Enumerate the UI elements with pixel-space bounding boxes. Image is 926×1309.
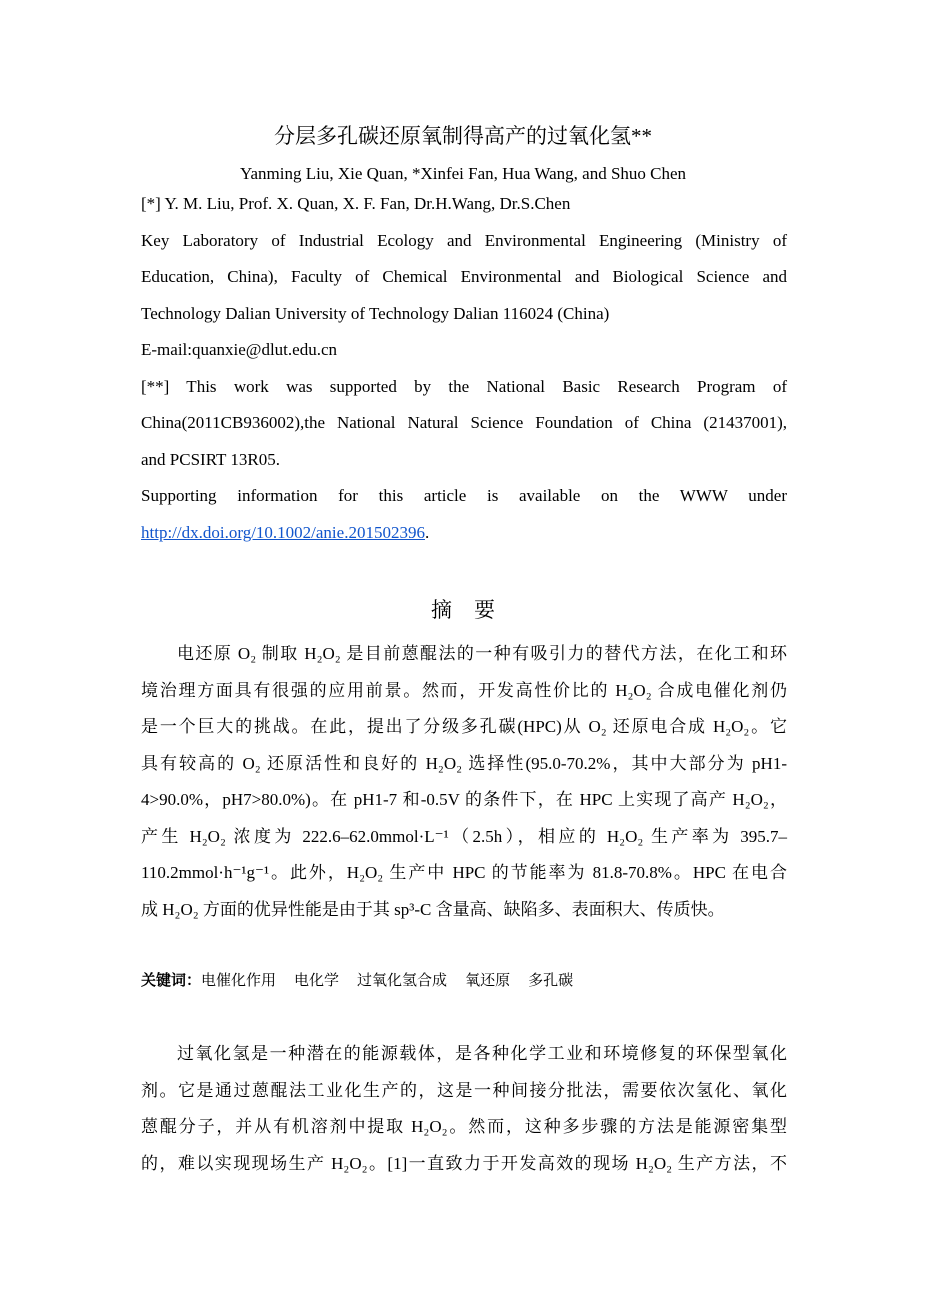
- abstract-body: [141, 641, 787, 933]
- paper-title: 分层多孔碳还原氧制得高产的过氧化氢**: [274, 124, 652, 148]
- keyword: 过氧化氢合成: [357, 971, 448, 989]
- intro-line: 的，难以实现现场生产 H₂O₂。[1]一直致力于开发高效的现场 H₂O₂ 生产方法，不: [141, 1153, 787, 1173]
- keyword: 电催化作用: [201, 971, 277, 989]
- author-list: Yanming Liu, Xie Quan, *Xinfei Fan, Hua Wang, and Shuo Chen: [239, 164, 687, 183]
- front-matter: [141, 192, 787, 557]
- intro-line: 蒽醌分子，并从有机溶剂中提取 H₂O₂。然而，这种多步骤的方法是能源密集型: [141, 1117, 787, 1136]
- funding-line: China(2011CB936002),the National Natural Science Foundation of China (21437001),: [141, 413, 787, 432]
- supporting-info-link[interactable]: http://dx.doi.org/10.1002/anie.201502396: [141, 522, 425, 542]
- supporting-info-line: Supporting information for this article is available on the WWW under: [141, 486, 787, 505]
- abstract-heading: 摘要: [431, 598, 517, 622]
- abstract-line: 是一个巨大的挑战。在此，提出了分级多孔碳(HPC)从 O₂ 还原电合成 H₂O₂。它: [141, 717, 787, 736]
- keywords-label: 关键词：: [141, 971, 202, 989]
- abstract-line: 成 H₂O₂ 方面的优异性能是由于其 sp³-C 含量高、缺陷多、表面积大、传质快。: [141, 899, 725, 919]
- supporting-info-link-line: [141, 521, 787, 558]
- abstract-line: 境治理方面具有很强的应用前景。然而，开发高性价比的 H₂O₂ 合成电催化剂仍: [141, 680, 787, 700]
- introduction-body: [141, 1041, 787, 1187]
- intro-line: 过氧化氢是一种潜在的能源载体，是各种化学工业和环境修复的环保型氧化: [177, 1044, 787, 1063]
- abstract-line: 具有较高的 O₂ 还原活性和良好的 H₂O₂ 选择性(95.0-70.2%，其中大部分为 pH1-: [141, 753, 787, 773]
- funding-line: and PCSIRT 13R05.: [141, 449, 280, 469]
- keyword: 多孔碳: [528, 971, 574, 989]
- abstract-line: 4>90.0%，pH7>80.0%)。在 pH1-7 和-0.5V 的条件下，在 HPC 上实现了高产 H₂O₂，: [141, 790, 787, 809]
- abstract-line: 产生 H₂O₂ 浓度为 222.6–62.0mmol·L⁻¹（2.5h），相应的 H₂O₂ 生产率为 395.7–: [141, 826, 787, 846]
- abstract-line: 110.2mmol·h⁻¹g⁻¹。此外，H₂O₂ 生产中 HPC 的节能率为 81.8-70.8%。HPC 在电合: [141, 863, 787, 882]
- intro-line: 剂。它是通过蒽醌法工业化生产的，这是一种间接分批法，需要依次氢化、氧化: [141, 1080, 787, 1100]
- affiliation-names: [*] Y. M. Liu, Prof. X. Quan, X. F. Fan, Dr.H.Wang, Dr.S.Chen: [141, 194, 571, 213]
- affiliation-line: Education, China), Faculty of Chemical Environmental and Biological Science and: [141, 267, 787, 286]
- keywords-line: [141, 968, 591, 992]
- abstract-line: 电还原 O₂ 制取 H₂O₂ 是目前蒽醌法的一种有吸引力的替代方法，在化工和环: [177, 644, 787, 663]
- funding-line: [**] This work was supported by the National Basic Research Program of: [141, 376, 787, 396]
- keyword: 电化学: [294, 971, 340, 989]
- affiliation-line: Key Laboratory of Industrial Ecology and Environmental Engineering (Ministry of: [141, 230, 787, 250]
- email-line: E-mail:quanxie@dlut.edu.cn: [141, 340, 337, 359]
- affiliation-line: Technology Dalian University of Technology Dalian 116024 (China): [141, 303, 610, 323]
- period: .: [424, 522, 430, 542]
- keyword: 氧还原: [465, 971, 511, 989]
